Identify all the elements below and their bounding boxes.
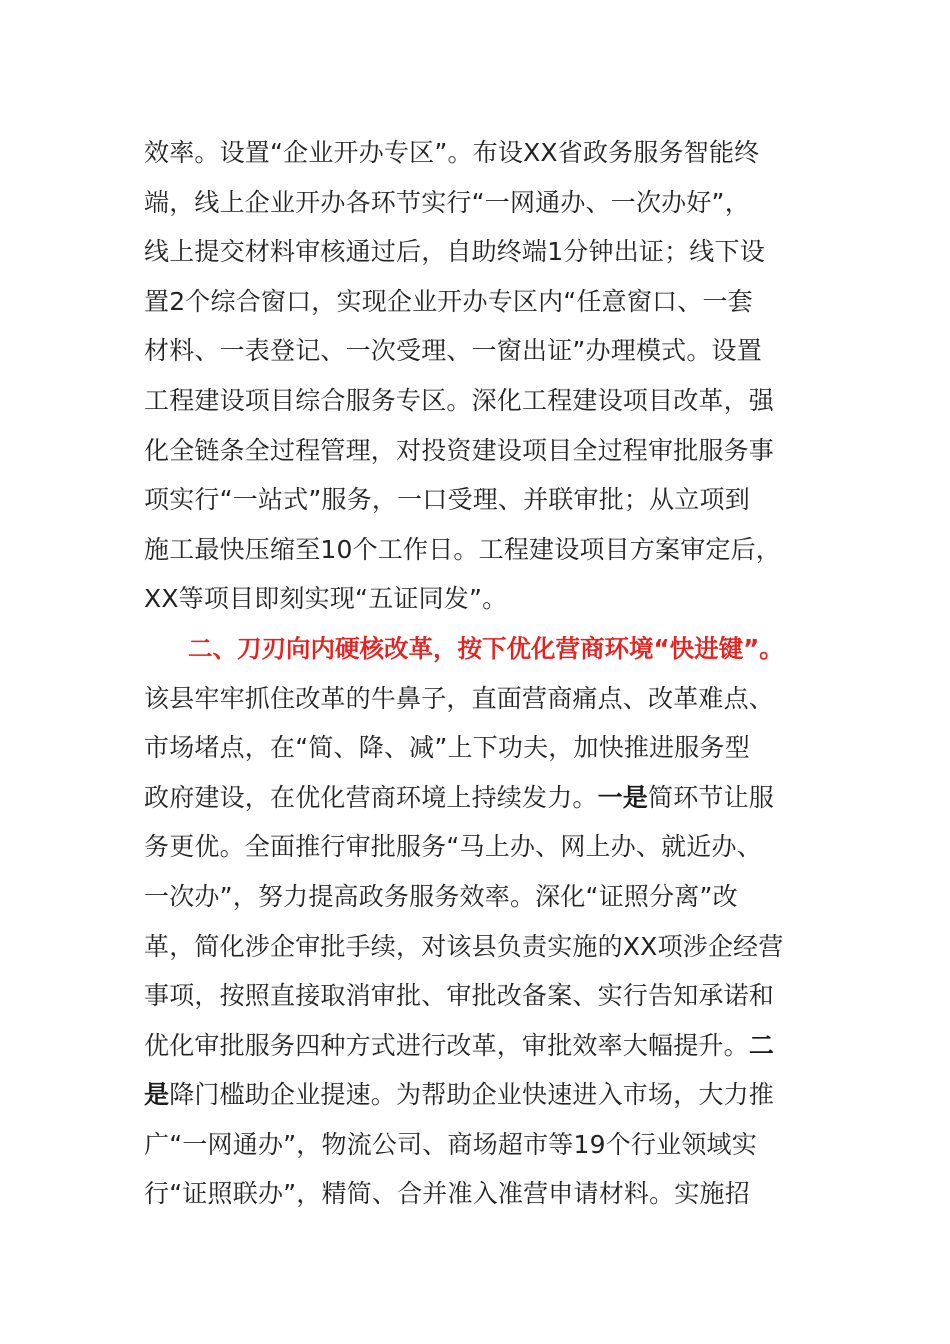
text-run: 材料、一表登记、一次受理、一窗出证”办理模式。设置 <box>144 336 762 366</box>
text-run: 效率。设置“企业开办专区”。布设XX省政务服务智能终 <box>144 138 760 167</box>
text-run: XX等项目即刻实现“五证同发”。 <box>144 584 508 614</box>
section-heading <box>144 624 834 674</box>
text-line <box>144 1070 834 1120</box>
text-line <box>144 178 834 228</box>
text-run: 该县牢牢抓住改革的牛鼻子，直面营商痛点、改革难点、 <box>144 683 775 713</box>
text-line <box>144 426 834 476</box>
text-run: 项实行“一站式”服务，一口受理、并联审批；从立项到 <box>144 485 750 515</box>
text-run: 施工最快压缩至10个工作日。工程建设项目方案审定后， <box>144 534 782 564</box>
text-run: 革，简化涉企审批手续，对该县负责实施的XX项涉企经营 <box>144 931 784 961</box>
text-line <box>144 971 834 1021</box>
text-run: 二、刀刃向内硬核改革，按下优化营商环境“快进键”。 <box>188 633 784 663</box>
text-run: 优化审批服务四种方式进行改革，审批效率大幅提升。 <box>144 1030 749 1060</box>
text-line <box>144 1120 834 1170</box>
text-run: 市场堵点，在“简、降、减”上下功夫，加快推进服务型 <box>144 733 750 763</box>
text-run: 化全链条全过程管理，对投资建设项目全过程审批服务事 <box>144 435 775 465</box>
text-run: 线上提交材料审核通过后，自助终端1分钟出证；线下设 <box>144 237 765 267</box>
text-line <box>144 525 834 575</box>
text-run: 工程建设项目综合服务专区。深化工程建设项目改革，强 <box>144 385 775 415</box>
text-run: 广“一网通办”，物流公司、商场超市等19个行业领域实 <box>144 1129 757 1159</box>
text-line <box>144 872 834 922</box>
text-run: 置2个综合窗口，实现企业开办专区内“任意窗口、一套 <box>144 286 753 316</box>
text-run: 行“证照联办”，精简、合并准入准营申请材料。实施招 <box>144 1179 750 1209</box>
text-line <box>144 475 834 525</box>
text-line <box>144 773 834 823</box>
bold-text-run: 一是 <box>597 782 649 812</box>
text-run: 政府建设，在优化营商环境上持续发力。 <box>144 782 598 812</box>
text-run: 一次办”，努力提高政务服务效率。深化“证照分离”改 <box>144 881 738 911</box>
text-line <box>144 277 834 327</box>
text-run: 务更优。全面推行审批服务“马上办、网上办、就近办、 <box>144 832 762 862</box>
text-line <box>144 1021 834 1071</box>
text-line <box>144 227 834 277</box>
text-line <box>144 574 834 624</box>
text-line <box>144 922 834 972</box>
text-line <box>144 326 834 376</box>
bold-text-run: 二 <box>748 1030 775 1060</box>
bold-text-run: 是 <box>144 1080 170 1110</box>
text-run: 端，线上企业开办各环节实行“一网通办、一次办好”， <box>144 187 750 217</box>
text-line <box>144 376 834 426</box>
text-line <box>144 723 834 773</box>
text-run: 简环节让服 <box>648 782 775 812</box>
text-line <box>144 128 834 178</box>
text-line <box>144 674 834 724</box>
text-run: 降门槛助企业提速。为帮助企业快速进入市场，大力推 <box>169 1080 775 1110</box>
text-line <box>144 822 834 872</box>
text-run: 事项，按照直接取消审批、审批改备案、实行告知承诺和 <box>144 981 775 1011</box>
body-text <box>144 128 834 1219</box>
text-line <box>144 1169 834 1219</box>
